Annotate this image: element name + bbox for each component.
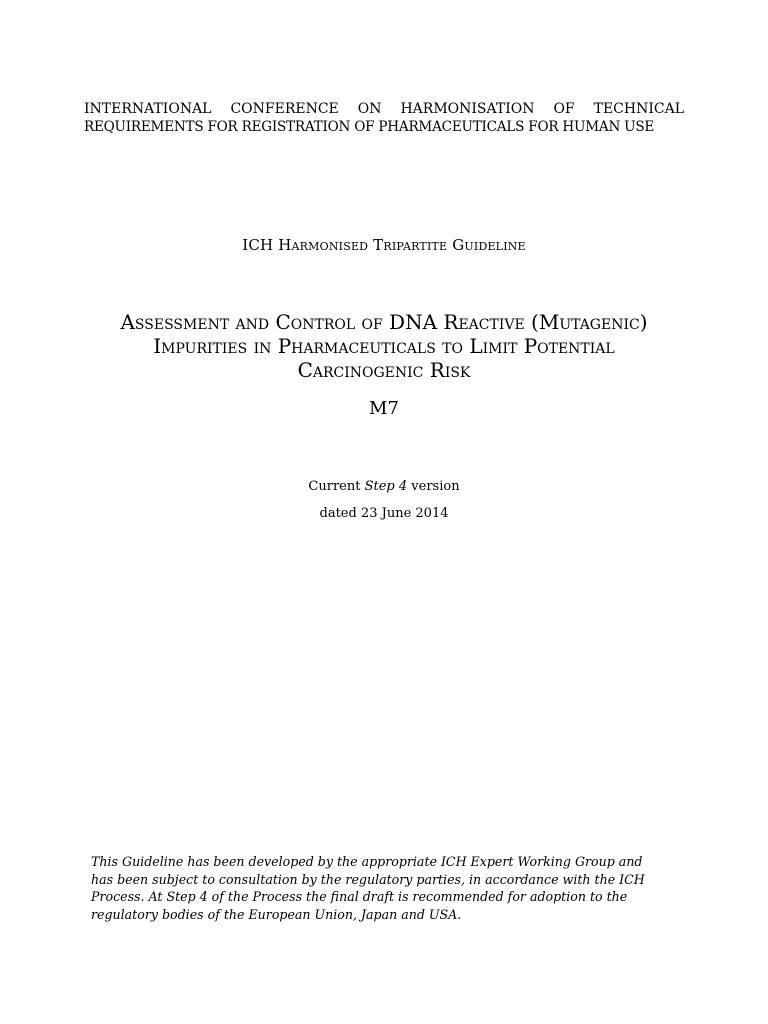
version-line	[0, 478, 768, 496]
conference-header-line-2: REQUIREMENTS FOR REGISTRATION OF PHARMACEUTICALS FOR HUMAN USE	[84, 119, 655, 135]
guideline-code: M7	[369, 398, 399, 419]
version-date: dated 23 June 2014	[319, 506, 449, 521]
disclaimer-line-2: has been subject to consultation by the regulatory parties, in accordance with the ICH	[91, 871, 645, 887]
document-title-line-3: Carcinogenic Risk	[297, 358, 471, 382]
document-title	[60, 310, 708, 382]
version-step: Step 4	[364, 479, 408, 494]
document-title-line-2: Impurities in Pharmaceuticals to Limit Potential	[153, 334, 615, 358]
document-title-line-1: Assessment and Control of DNA Reactive (Mutagenic)	[120, 310, 648, 334]
conference-header-line-1: INTERNATIONAL CONFERENCE ON HARMONISATION OF TECHNICAL	[84, 101, 684, 117]
guideline-type: ICH Harmonised Tripartite Guideline	[242, 236, 526, 254]
disclaimer	[91, 853, 671, 923]
version-suffix: version	[407, 479, 460, 494]
conference-header	[84, 100, 684, 136]
disclaimer-line-4: regulatory bodies of the European Union, Japan and USA.	[91, 906, 462, 922]
disclaimer-line-3: Process. At Step 4 of the Process the final draft is recommended for adoption to the	[91, 889, 628, 904]
version-prefix: Current	[308, 479, 365, 494]
disclaimer-line-1: This Guideline has been developed by the appropriate ICH Expert Working Group and	[91, 854, 643, 869]
